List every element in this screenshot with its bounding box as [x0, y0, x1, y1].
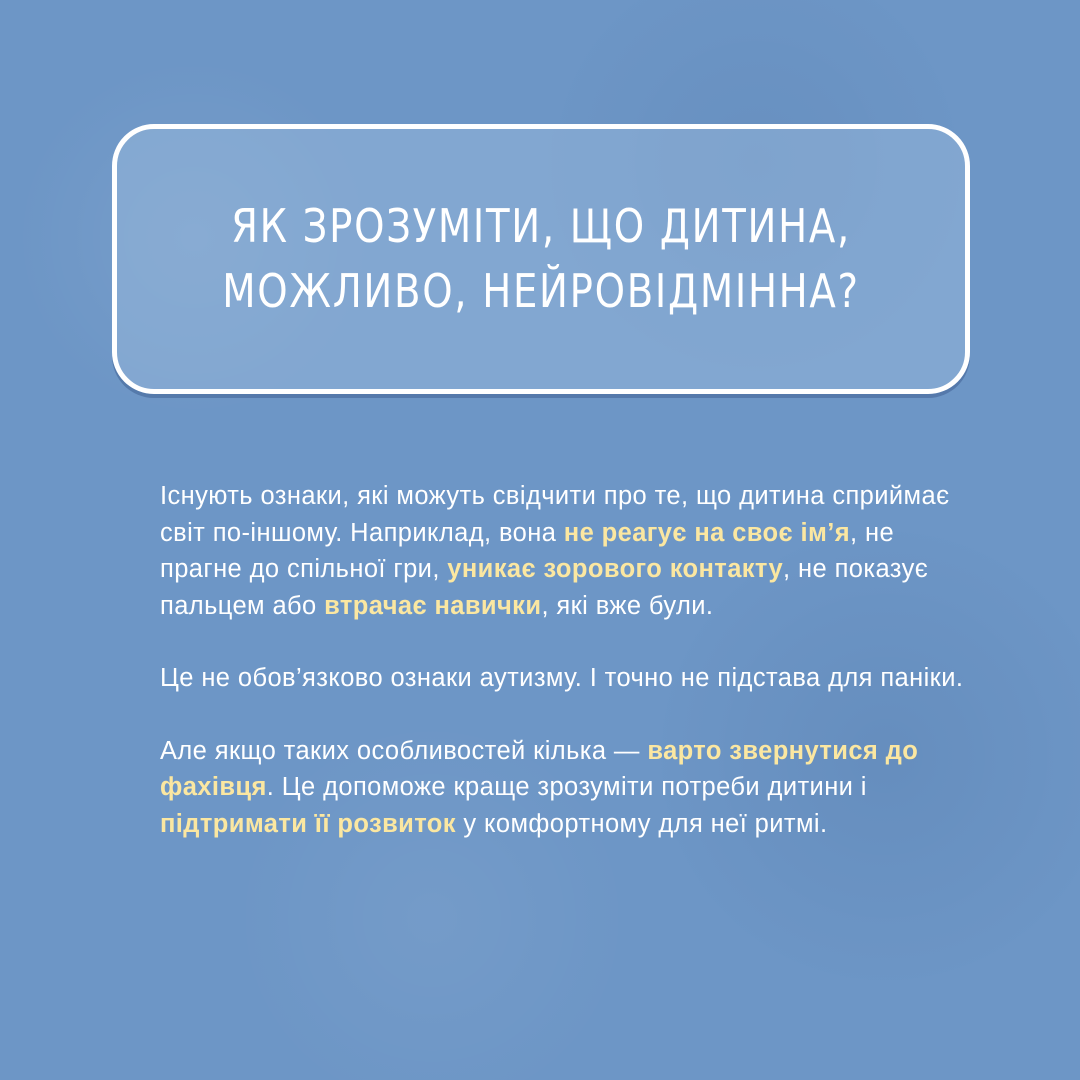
title-line-1: ЯК ЗРОЗУМІТИ, ЩО ДИТИНА,	[231, 198, 851, 253]
body-text	[160, 478, 980, 878]
text-segment: , не показує пальцем або	[160, 555, 929, 620]
text-segment: Але якщо таких особливостей кілька —	[160, 736, 648, 765]
text-segment: Існують ознаки, які можуть свідчити про те, що дитина сприймає світ по-іншому. Наприклад, вона	[160, 482, 950, 547]
highlighted-phrase: втрачає навички	[324, 591, 542, 620]
page-title	[222, 194, 860, 325]
text-segment: у комфортному для неї ритмі.	[455, 809, 828, 838]
highlighted-phrase: не реагує на своє ім’я	[563, 518, 850, 547]
text-segment: Це не обов’язково ознаки аутизму. І точно не підстава для паніки.	[160, 664, 964, 692]
paragraph-signs	[160, 478, 980, 624]
text-segment: , які вже були.	[541, 591, 714, 620]
text-segment: , не прагне до спільної гри,	[160, 518, 895, 583]
highlighted-phrase: варто звернутися до фахівця	[160, 736, 919, 801]
title-line-2: МОЖЛИВО, НЕЙРОВІДМІННА?	[222, 264, 860, 318]
highlighted-phrase: підтримати її розвиток	[160, 809, 456, 838]
paragraph-reassurance	[160, 660, 980, 697]
text-segment: . Це допоможе краще зрозуміти потреби дитини і	[266, 773, 867, 801]
title-frame	[112, 124, 970, 394]
paragraph-advice	[160, 733, 980, 843]
highlighted-phrase: уникає зорового контакту	[447, 555, 784, 583]
